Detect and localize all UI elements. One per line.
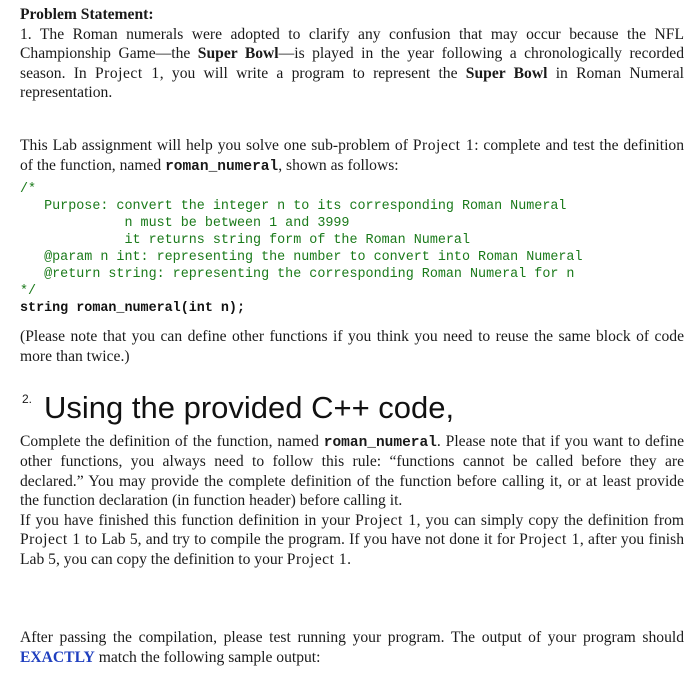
note-paragraph: (Please note that you can define other functions if you think you need to reuse the same block of code more than twice.) bbox=[20, 328, 684, 365]
section2-body bbox=[20, 432, 684, 569]
comment-line: @return string: representing the corresponding Roman Numeral for n bbox=[20, 267, 575, 282]
lab-paragraph: This Lab assignment will help you solve one sub-problem of Project 1: complete and test the definition of the function, named roman_numeral, shown as follows: bbox=[20, 137, 685, 175]
comment-line: it returns string form of the Roman Numeral bbox=[20, 233, 470, 248]
section2-paragraph-2: If you have finished this function definition in your Project 1, you can simply copy the definition from Project 1 to Lab 5, and try to compile the program. If you have not done it for Project 1, after you finish Lab 5, you can copy the definition to your Project 1. bbox=[20, 511, 684, 568]
section-heading: Using the provided C++ code, bbox=[44, 390, 455, 425]
section-number: 2. bbox=[22, 392, 33, 406]
comment-line: @param n int: representing the number to convert into Roman Numeral bbox=[20, 250, 583, 265]
code-block bbox=[20, 181, 684, 317]
function-signature: string roman_numeral(int n); bbox=[20, 301, 245, 316]
problem-statement bbox=[20, 5, 684, 103]
problem-paragraph: 1. The Roman numerals were adopted to clarify any confusion that may occur because the NFL Championship Game—the Super Bowl—is played in the year following a chronologically recorded season. In Project 1, you will write a program to represent the Super Bowl in Roman Numeral representation. bbox=[20, 25, 684, 101]
comment-open: /* bbox=[20, 182, 37, 197]
section2-paragraph-3: After passing the compilation, please test running your program. The output of your program should EXACTLY match the following sample output: bbox=[20, 629, 684, 666]
comment-line: n must be between 1 and 3999 bbox=[20, 216, 350, 231]
section2-paragraph-1: Complete the definition of the function, named roman_numeral. Please note that if you want to define other functions, you always need to follow this rule: “functions cannot be called before they are declared.” You may provide the complete definition of the function before calling it, or at least provide the function declaration (in function header) before calling it. bbox=[20, 433, 684, 509]
comment-close: */ bbox=[20, 284, 37, 299]
problem-title: Problem Statement: bbox=[20, 6, 154, 23]
comment-line: Purpose: convert the integer n to its corresponding Roman Numeral bbox=[20, 199, 567, 214]
